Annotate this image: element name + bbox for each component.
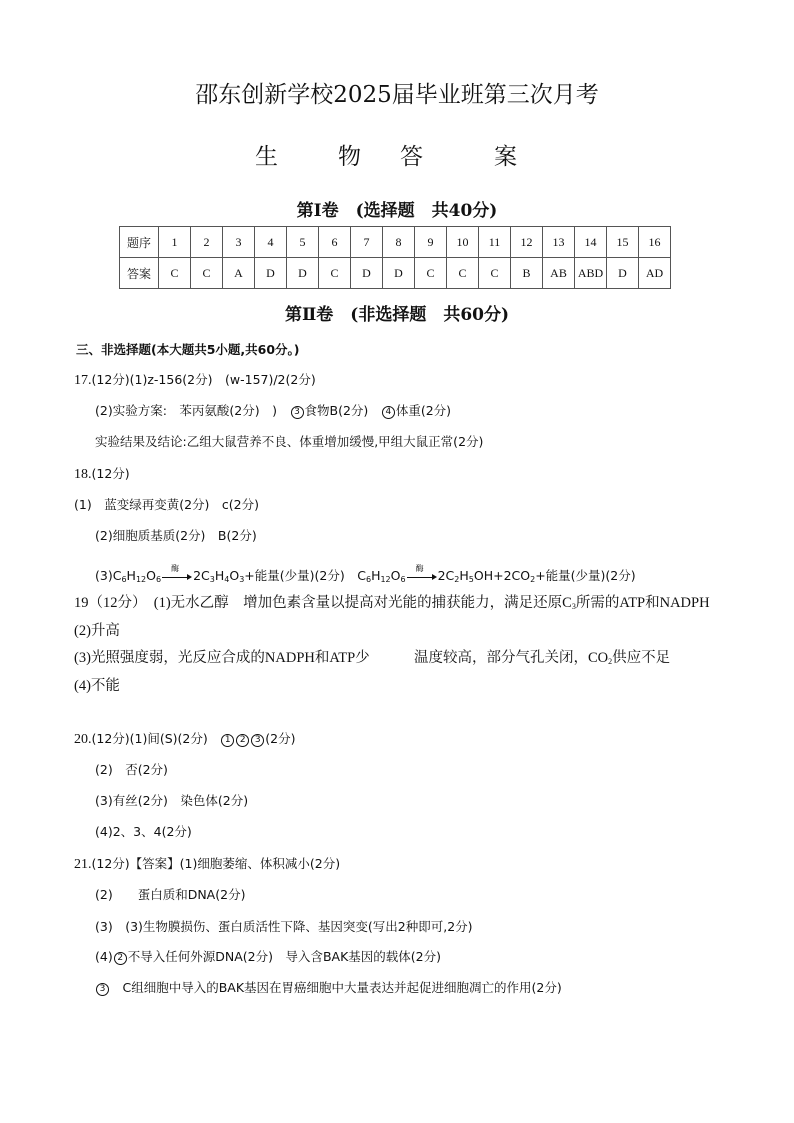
page-title: 邵东创新学校2025届毕业班第三次月考 — [195, 82, 599, 108]
answer-table — [119, 226, 671, 289]
question-number: 15 — [607, 227, 639, 258]
answer-cell: C — [159, 258, 191, 289]
answer-cell: AB — [543, 258, 575, 289]
circled-number: 4 — [382, 406, 395, 419]
question-number: 3 — [223, 227, 255, 258]
answer-cell: A — [223, 258, 255, 289]
question-number: 16 — [639, 227, 671, 258]
question-number: 14 — [575, 227, 607, 258]
q18-eq-prefix: (3) — [95, 568, 113, 583]
question-number: 1 — [159, 227, 191, 258]
question-number: 5 — [287, 227, 319, 258]
equation-alcohol-product: $2C_2H_5OH+2CO_2+$能量(少量)(2分) — [437, 568, 636, 584]
table-row — [120, 258, 671, 289]
q21-line3: (3) (3)生物膜损伤、蛋白质活性下降、基因突变(写出2种即可,2分) — [95, 919, 473, 934]
answer-cell: D — [287, 258, 319, 289]
subtitle-char: 案 — [494, 144, 517, 170]
subtitle-char: 生 — [255, 144, 278, 170]
answer-cell: C — [191, 258, 223, 289]
q21-part4-text: 不导入任何外源DNA(2分) 导入含BAK基因的载体(2分) — [127, 949, 441, 964]
q17-part1: (12分)(1)z-156(2分) (w-157)/2(2分) — [91, 372, 316, 387]
equation-alcohol: $C_6H_{12}O_6$ — [357, 568, 406, 584]
q21-part4-prefix: (4) — [95, 949, 113, 964]
q21-line4 — [95, 947, 441, 965]
q20-line4: (4)2、3、4(2分) — [95, 824, 192, 839]
enzyme-label: 酶 — [171, 563, 180, 573]
q18-line3: (2)细胞质基质(2分) B(2分) — [95, 528, 257, 543]
q20-line2: (2) 否(2分) — [95, 762, 168, 777]
q20-number: 20. — [74, 732, 92, 747]
q21-part1: (12分)【答案】(1)细胞萎缩、体积减小(2分) — [91, 856, 341, 871]
question-number: 11 — [479, 227, 511, 258]
question-number: 12 — [511, 227, 543, 258]
answer-cell: D — [607, 258, 639, 289]
answer-cell: C — [415, 258, 447, 289]
subtitle-char: 答 — [400, 144, 423, 170]
answer-cell: AD — [639, 258, 671, 289]
q18-equations — [95, 563, 636, 584]
q21-line2: (2) 蛋白质和DNA(2分) — [95, 887, 246, 902]
answer-cell: D — [255, 258, 287, 289]
q20-line3: (3)有丝(2分) 染色体(2分) — [95, 793, 249, 808]
q17-part2-weight: 体重(2分) — [395, 403, 452, 418]
q18-number: 18. — [74, 467, 92, 482]
q18-score: (12分) — [91, 466, 130, 481]
question-number: 4 — [255, 227, 287, 258]
enzyme-label: 酶 — [415, 563, 424, 573]
q19-line3b: 温度较高，部分气孔关闭，$CO_2$供应不足 — [414, 650, 671, 666]
q19-line2: (2)升高 — [74, 623, 120, 639]
q19-line1: 19（12分） (1)无水乙醇 增加色素含量以提高对光能的捕获能力，满足还原$C_3$所需的ATP和NADPH — [74, 595, 710, 611]
question-number: 9 — [415, 227, 447, 258]
q18-line2: (1) 蓝变绿再变黄(2分) c(2分) — [74, 497, 259, 512]
q17-line2 — [95, 401, 451, 419]
circled-number: 1 — [221, 734, 234, 747]
q18-line1 — [74, 464, 130, 483]
reaction-arrow-icon — [407, 563, 437, 582]
answer-cell: D — [383, 258, 415, 289]
answer-cell: C — [479, 258, 511, 289]
question-number: 6 — [319, 227, 351, 258]
answer-cell: ABD — [575, 258, 607, 289]
q21-number: 21. — [74, 857, 92, 872]
answer-cell: C — [447, 258, 479, 289]
q17-line1 — [74, 370, 316, 389]
q21-line5 — [95, 978, 562, 996]
q17-part2-food: 食物B(2分) — [304, 403, 381, 418]
q19-line3a: (3)光照强度弱，光反应合成的NADPH和ATP少 — [74, 650, 370, 666]
question-number: 8 — [383, 227, 415, 258]
q19-line4: (4)不能 — [74, 678, 120, 694]
subtitle-char: 物 — [338, 144, 361, 170]
q17-number: 17. — [74, 373, 92, 388]
table-row — [120, 227, 671, 258]
q20-line1 — [74, 729, 295, 748]
answer-cell: D — [351, 258, 383, 289]
equation-lactic: $C_6H_{12}O_6$ — [112, 568, 162, 584]
row-label: 题序 — [120, 227, 159, 258]
reaction-arrow-icon — [162, 563, 192, 582]
question-number: 13 — [543, 227, 575, 258]
q20-part1: (12分)(1)间(S)(2分) — [91, 731, 221, 746]
circled-number: 3 — [251, 734, 264, 747]
q17-line3: 实验结果及结论:乙组大鼠营养不良、体重增加缓慢,甲组大鼠正常(2分) — [95, 434, 484, 449]
q17-part2-text: (2)实验方案: 苯丙氨酸(2分) ) — [95, 403, 290, 418]
question-number: 7 — [351, 227, 383, 258]
part2-heading: 第Ⅱ卷 (非选择题 共60分) — [284, 305, 510, 325]
q21-part5-text: C组细胞中导入的BAK基因在胃癌细胞中大量表达并起促进细胞凋亡的作用(2分) — [110, 980, 562, 995]
circled-number: 3 — [96, 983, 109, 996]
circled-number: 3 — [291, 406, 304, 419]
equation-lactic-product: $2C_3H_4O_3+$能量(少量)(2分) — [193, 568, 358, 584]
q21-line1 — [74, 854, 340, 873]
circled-number: 2 — [114, 952, 127, 965]
section3-heading: 三、非选择题(本大题共5小题,共60分。) — [76, 342, 300, 357]
q20-part1-score: (2分) — [265, 731, 296, 746]
row-label: 答案 — [120, 258, 159, 289]
answer-cell: B — [511, 258, 543, 289]
part1-heading: 第Ⅰ卷 (选择题 共40分) — [296, 201, 498, 221]
question-number: 2 — [191, 227, 223, 258]
answer-cell: C — [319, 258, 351, 289]
circled-number: 2 — [236, 734, 249, 747]
question-number: 10 — [447, 227, 479, 258]
